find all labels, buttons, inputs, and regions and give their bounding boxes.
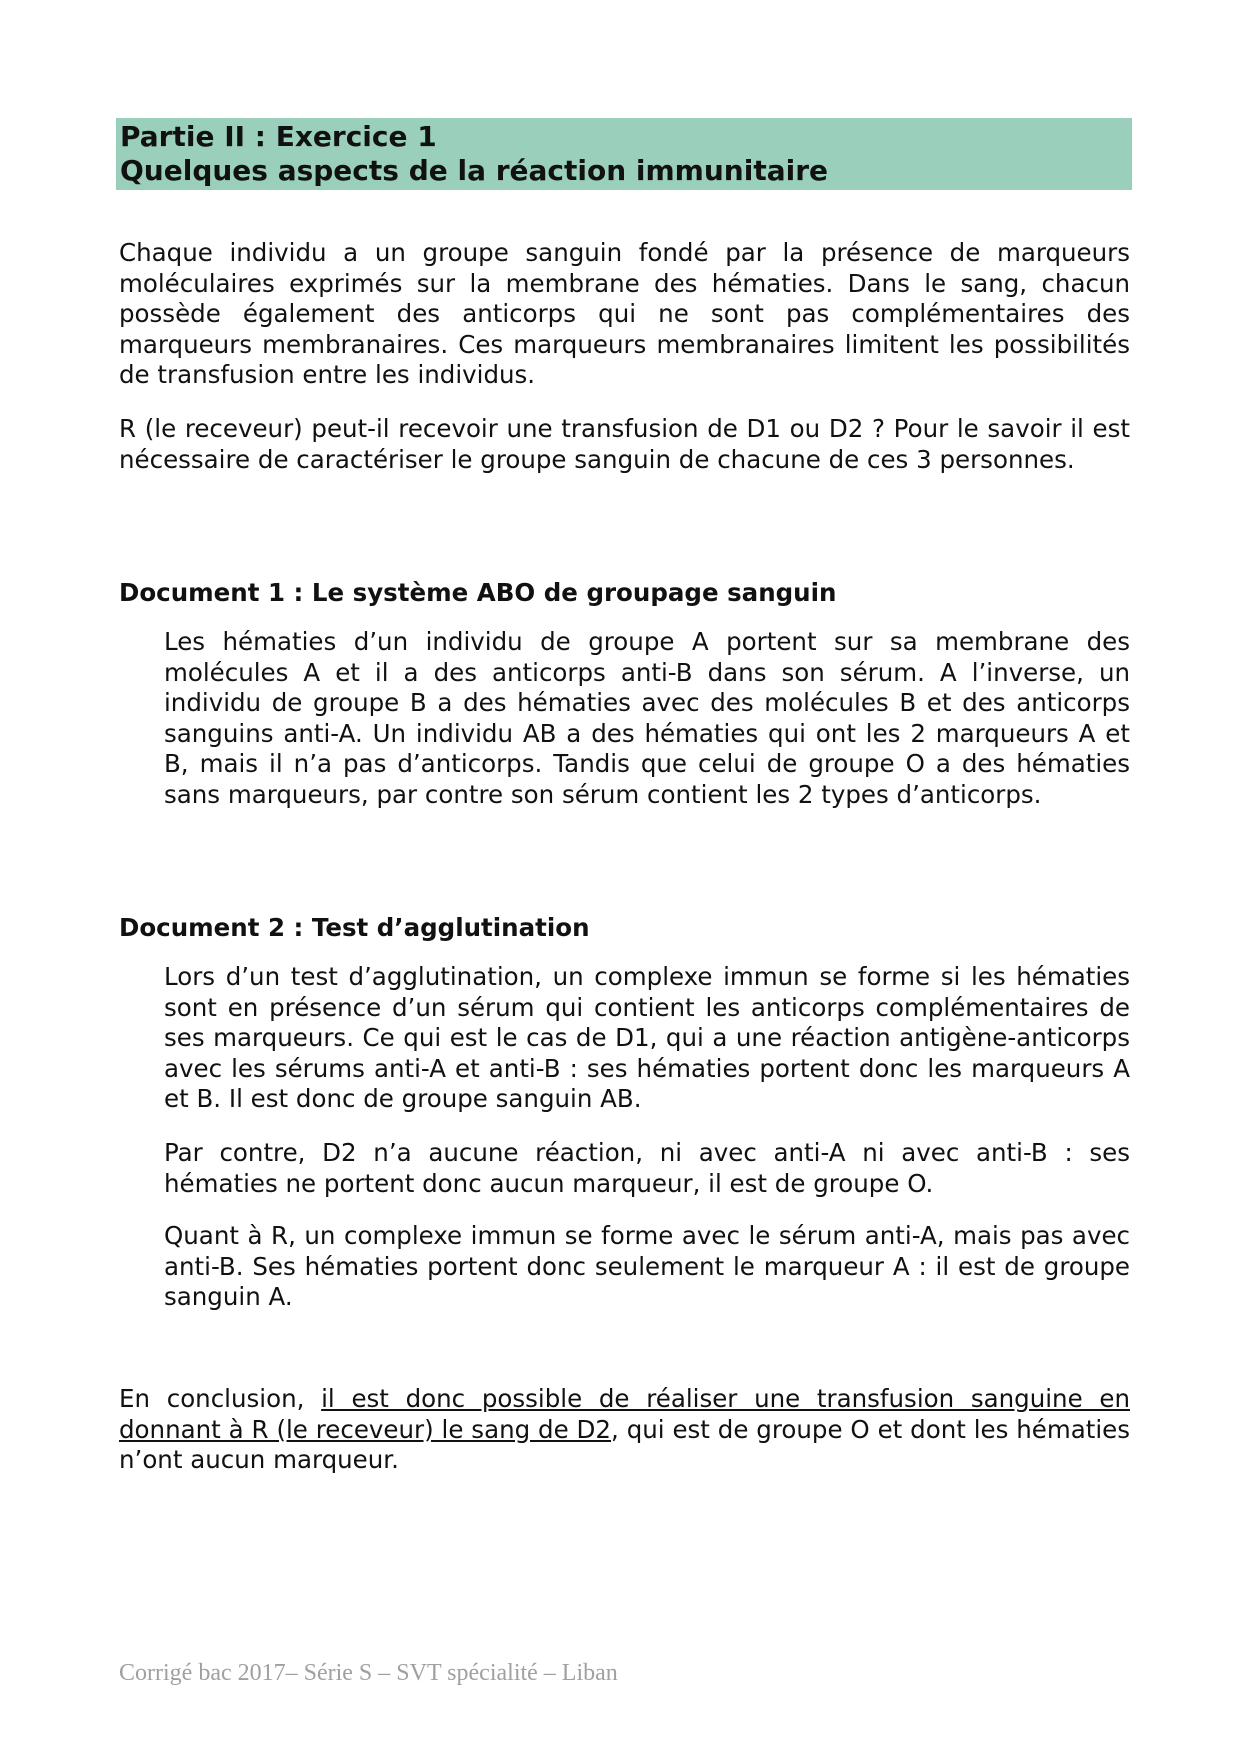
document-2-paragraph-1: Lors d’un test d’agglutination, un complexe immun se forme si les hématies sont en présence d’un sérum qui contient les anticorps complémentaires de ses marqueurs. Ce qui est le cas de D1, qui a une réaction antigène-anticorps avec les sérums anti-A et anti-B : ses hématies portent donc les marqueurs A et B. Il est donc de groupe sanguin AB.	[164, 962, 1130, 1113]
intro-paragraph-2: R (le receveur) peut-il recevoir une transfusion de D1 ou D2 ? Pour le savoir il est nécessaire de caractériser le groupe sanguin de chacune de ces 3 personnes.	[119, 414, 1130, 474]
intro-paragraph-1: Chaque individu a un groupe sanguin fondé par la présence de marqueurs moléculaires exprimés sur la membrane des hématies. Dans le sang, chacun possède également des anticorps qui ne sont pas complémentaires des marqueurs membranaires. Ces marqueurs membranaires limitent les possibilités de transfusion entre les individus.	[119, 238, 1130, 389]
conclusion-paragraph	[119, 1384, 1130, 1476]
document-2-paragraph-3: Quant à R, un complexe immun se forme avec le sérum anti-A, mais pas avec anti-B. Ses hématies portent donc seulement le marqueur A : il est de groupe sanguin A.	[164, 1221, 1130, 1311]
conclusion-rest: , qui est de groupe O et dont les hématies n’ont aucun marqueur.	[119, 1414, 1130, 1474]
conclusion-underlined: il est donc possible de réaliser une transfusion sanguine en donnant à R (le receveur) le sang de D2	[119, 1384, 1130, 1444]
exercise-number: Partie II : Exercice 1	[120, 120, 437, 153]
document-1-paragraph: Les hématies d’un individu de groupe A portent sur sa membrane des molécules A et il a des anticorps anti-B dans son sérum. A l’inverse, un individu de groupe B a des hématies avec des molécules B et des anticorps sanguins anti-A. Un individu AB a des hématies qui ont les 2 marqueurs A et B, mais il n’a pas d’anticorps. Tandis que celui de groupe O a des hématies sans marqueurs, par contre son sérum contient les 2 types d’anticorps.	[164, 627, 1130, 809]
document-2-title: Document 2 : Test d’agglutination	[119, 913, 590, 942]
exercise-header	[116, 118, 1132, 190]
page-footer: Corrigé bac 2017– Série S – SVT spécialité – Liban	[119, 1660, 618, 1686]
exercise-title: Quelques aspects de la réaction immunitaire	[120, 154, 828, 187]
conclusion-lead: En conclusion,	[119, 1384, 322, 1413]
document-1-title: Document 1 : Le système ABO de groupage sanguin	[119, 578, 837, 607]
document-2-paragraph-2: Par contre, D2 n’a aucune réaction, ni avec anti-A ni avec anti-B : ses hématies ne portent donc aucun marqueur, il est de groupe O.	[164, 1138, 1130, 1198]
